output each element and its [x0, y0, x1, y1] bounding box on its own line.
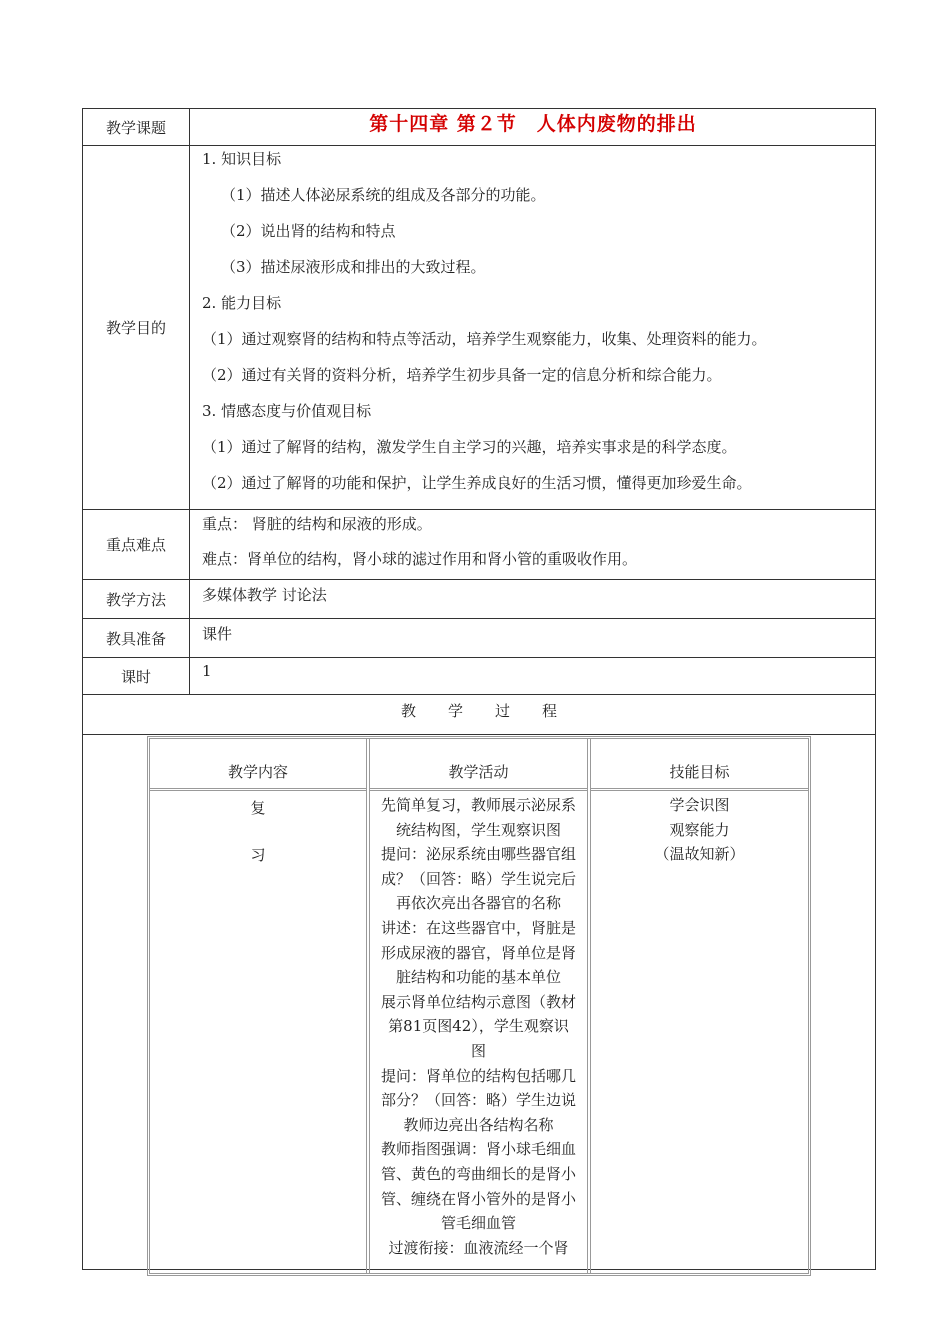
hours-cell — [191, 658, 875, 694]
activity-line: 教师指图强调：肾小球毛细血 — [380, 1140, 576, 1159]
activity-line: 形成尿液的器官，肾单位是肾 — [380, 943, 576, 962]
skill-line: （温故知新） — [654, 845, 745, 864]
activity-line: 部分？（回答：略）学生边说 — [380, 1091, 576, 1110]
key-point: 重点： 肾脏的结构和尿液的形成。 — [202, 515, 432, 533]
activity-line: 教师边亮出各结构名称 — [403, 1115, 554, 1134]
goal-line: 2. 能力目标 — [202, 294, 282, 312]
hours-label: 课时 — [83, 658, 190, 694]
key-row — [83, 510, 875, 580]
method-row — [83, 580, 875, 619]
goal-line: 1. 知识目标 — [202, 150, 282, 168]
goal-line: （2）通过了解肾的功能和保护，让学生养成良好的生活习惯，懂得更加珍爱生命。 — [202, 474, 752, 492]
content-char: 习 — [250, 846, 266, 864]
content-char: 复 — [250, 799, 266, 817]
activity-line: 管毛细血管 — [440, 1214, 516, 1233]
activity-line: 第81页图42），学生观察识 — [388, 1017, 569, 1036]
key-label: 重点难点 — [83, 510, 190, 579]
activity-line: 脏结构和功能的基本单位 — [395, 968, 561, 987]
tools-cell — [191, 619, 875, 657]
process-header-activity: 教学活动 — [370, 739, 587, 791]
topic-title: 第十四章 第２节 人体内废物的排出 — [369, 113, 697, 135]
goal-line: （1）通过了解肾的结构，激发学生自主学习的兴趣，培养实事求是的科学态度。 — [202, 438, 737, 456]
activity-line: 图 — [470, 1041, 486, 1060]
activity-column — [370, 791, 587, 1273]
goal-line: 3. 情感态度与价值观目标 — [202, 402, 372, 420]
tools-value: 课件 — [202, 625, 233, 643]
activity-line: 展示肾单位结构示意图（教材 — [380, 992, 576, 1011]
key-cell — [191, 510, 875, 579]
goal-line: （3）描述尿液形成和排出的大致过程。 — [221, 258, 486, 276]
topic-label: 教学课题 — [83, 109, 190, 145]
activity-line: 再依次亮出各器官的名称 — [395, 894, 561, 913]
process-header-skill: 技能目标 — [591, 739, 808, 791]
activity-line: 统结构图，学生观察识图 — [395, 820, 561, 839]
hours-value: 1 — [202, 662, 212, 680]
method-label: 教学方法 — [83, 580, 190, 618]
process-table — [147, 736, 811, 1276]
activity-line: 管、黄色的弯曲细长的是肾小 — [380, 1164, 576, 1183]
skill-line: 学会识图 — [669, 796, 730, 814]
activity-line: 先简单复习，教师展示泌尿系 — [380, 796, 576, 814]
goal-cell — [191, 146, 875, 509]
activity-line: 提问：肾单位的结构包括哪几 — [380, 1066, 576, 1085]
hours-row — [83, 658, 875, 695]
goal-line: （2）说出肾的结构和特点 — [221, 222, 396, 240]
activity-line: 成？（回答：略）学生说完后 — [380, 869, 576, 888]
process-title: 教学过程 — [400, 702, 589, 720]
topic-row — [83, 109, 875, 146]
lesson-plan-table — [82, 108, 876, 1270]
tools-row — [83, 619, 875, 658]
method-value: 多媒体教学 讨论法 — [202, 586, 327, 604]
activity-line: 讲述：在这些器官中，肾脏是 — [380, 918, 576, 937]
activity-line: 提问：泌尿系统由哪些器官组 — [380, 845, 576, 864]
goal-line: （1）通过观察肾的结构和特点等活动，培养学生观察能力，收集、处理资料的能力。 — [202, 330, 767, 348]
activity-line: 管、缠绕在肾小管外的是肾小 — [380, 1189, 576, 1208]
tools-label: 教具准备 — [83, 619, 190, 657]
process-title-row — [83, 695, 875, 735]
topic-cell — [191, 109, 875, 145]
goal-row — [83, 146, 875, 510]
method-cell — [191, 580, 875, 618]
goal-line: （1）描述人体泌尿系统的组成及各部分的功能。 — [221, 186, 546, 204]
goal-line: （2）通过有关肾的资料分析，培养学生初步具备一定的信息分析和综合能力。 — [202, 366, 722, 384]
difficult-point: 难点：肾单位的结构，肾小球的滤过作用和肾小管的重吸收作用。 — [202, 550, 638, 568]
goal-label: 教学目的 — [83, 146, 190, 509]
activity-line: 过渡衔接：血液流经一个肾 — [388, 1238, 569, 1257]
skill-column — [591, 791, 808, 1273]
skill-line: 观察能力 — [669, 820, 730, 839]
content-column — [150, 791, 366, 1273]
process-header-content: 教学内容 — [150, 739, 366, 791]
